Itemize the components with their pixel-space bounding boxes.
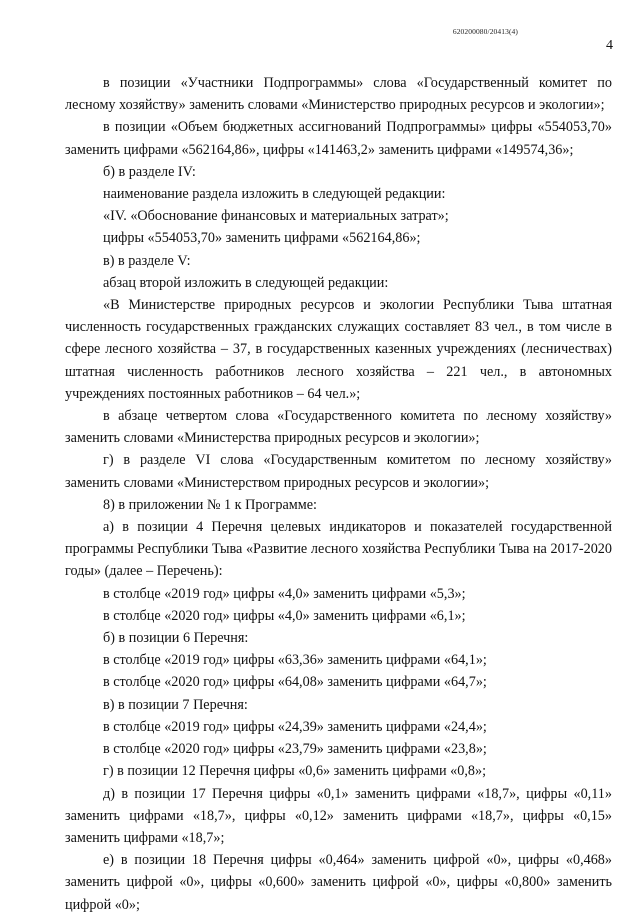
paragraph: в) в разделе V:: [103, 252, 191, 269]
paragraph: в столбце «2019 год» цифры «24,39» заменить цифрами «24,4»;: [103, 718, 487, 735]
paragraph: в позиции «Участники Подпрограммы» слова «Государственный комитет по лесному хозяйству» заменить словами «Министерство природных ресурсов и экологии»;: [65, 75, 612, 114]
paragraph: в столбце «2020 год» цифры «23,79» заменить цифрами «23,8»;: [103, 741, 487, 758]
paragraph: г) в позиции 12 Перечня цифры «0,6» заменить цифрами «0,8»;: [103, 763, 487, 780]
document-code: 620200080/20413(4): [452, 27, 518, 36]
paragraph: в столбце «2020 год» цифры «4,0» заменить цифрами «6,1»;: [103, 607, 466, 624]
paragraph: в столбце «2020 год» цифры «64,08» заменить цифрами «64,7»;: [103, 674, 487, 691]
paragraph: цифры «554053,70» заменить цифрами «562164,86»;: [103, 230, 421, 247]
paragraph: е) в позиции 18 Перечня цифры «0,464» заменить цифрой «0», цифры «0,468» заменить цифрой «0», цифры «0,600» заменить цифрой «0», цифры «0,800» заменить цифрой «0»;: [65, 852, 612, 913]
paragraph: б) в разделе IV:: [103, 163, 196, 180]
paragraph: «В Министерстве природных ресурсов и экологии Республики Тыва штатная численность государственных гражданских служащих составляет 83 чел., в том числе в сфере лесного хозяйства – 37, в государственных казенных учреждениях (лесничествах) штатная численность работников лесного хозяйства – 221 чел., в автономных учреждениях постоянных работников – 64 чел.»;: [65, 297, 612, 402]
paragraph: в) в позиции 7 Перечня:: [103, 696, 248, 713]
paragraph: а) в позиции 4 Перечня целевых индикаторов и показателей государственной программы Республики Тыва «Развитие лесного хозяйства Республики Тыва на 2017-2020 годы» (далее – Перечень):: [65, 519, 612, 580]
paragraph: «IV. «Обоснование финансовых и материальных затрат»;: [103, 208, 449, 225]
paragraph: в столбце «2019 год» цифры «4,0» заменить цифрами «5,3»;: [103, 585, 466, 602]
paragraph: б) в позиции 6 Перечня:: [103, 630, 249, 647]
paragraph: в абзаце четвертом слова «Государственного комитета по лесному хозяйству» заменить словами «Министерства природных ресурсов и экологии»;: [65, 408, 612, 447]
paragraph: д) в позиции 17 Перечня цифры «0,1» заменить цифрами «18,7», цифры «0,11» заменить цифрами «18,7», цифры «0,12» заменить цифрами «18,7», цифры «0,15» заменить цифрами «18,7»;: [65, 785, 612, 846]
page-number: 4: [606, 38, 613, 53]
paragraph: абзац второй изложить в следующей редакции:: [103, 274, 389, 291]
paragraph: 8) в приложении № 1 к Программе:: [103, 496, 317, 513]
paragraph: г) в разделе VI слова «Государственным комитетом по лесному хозяйству» заменить словами «Министерством природных ресурсов и экологии»;: [65, 452, 612, 491]
paragraph: в позиции «Объем бюджетных ассигнований Подпрограммы» цифры «554053,70» заменить цифрами «562164,86», цифры «141463,2» заменить цифрами «149574,36»;: [65, 119, 612, 158]
paragraph: наименование раздела изложить в следующей редакции:: [103, 186, 446, 203]
paragraph: в столбце «2019 год» цифры «63,36» заменить цифрами «64,1»;: [103, 652, 487, 669]
document-body: [65, 72, 612, 916]
